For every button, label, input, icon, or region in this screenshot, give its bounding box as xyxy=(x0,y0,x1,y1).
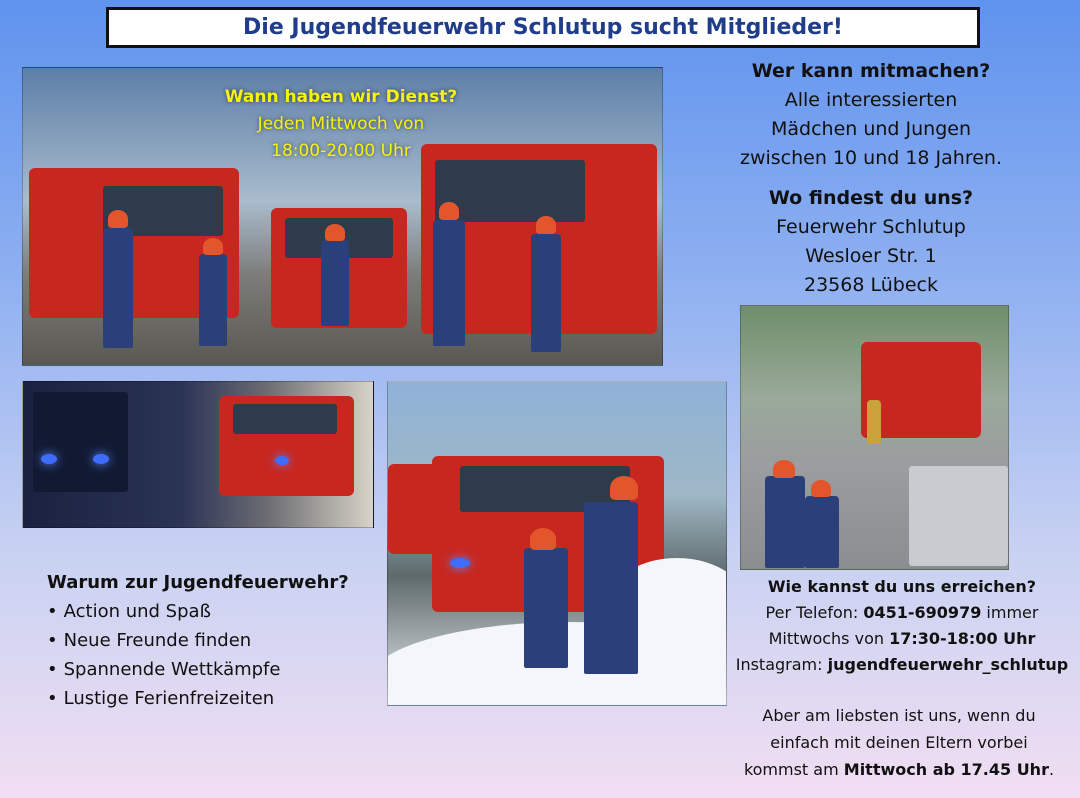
who-line: Alle interessierten xyxy=(784,89,958,111)
blue-light xyxy=(450,558,470,568)
reasons-list xyxy=(47,597,377,713)
who-line: Mädchen und Jungen xyxy=(770,118,972,140)
service-line: 18:00-20:00 Uhr xyxy=(271,141,411,161)
reason-item: • Spannende Wettkämpfe xyxy=(47,655,377,684)
contact-time: 17:30-18:00 Uhr xyxy=(889,629,1036,648)
contact-heading: Wie kannst du uns erreichen? xyxy=(767,577,1037,596)
helmet xyxy=(610,476,638,500)
phone-number: 0451-690979 xyxy=(863,603,982,622)
helmet xyxy=(439,202,459,220)
why-section xyxy=(47,568,377,713)
firefighter-figure xyxy=(433,220,465,346)
address-line: Feuerwehr Schlutup xyxy=(776,216,966,238)
helmet xyxy=(325,224,345,241)
service-heading: Wann haben wir Dienst? xyxy=(224,87,458,107)
blue-light xyxy=(41,454,57,464)
firefighter-figure xyxy=(199,254,227,346)
visit-line: Aber am liebsten ist uns, wenn du xyxy=(762,706,1036,725)
contact-time-line xyxy=(734,626,1070,652)
truck-windshield xyxy=(233,404,337,434)
reason-item: • Action und Spaß xyxy=(47,597,377,626)
flyer-title: Die Jugendfeuerwehr Schlutup sucht Mitglieder! xyxy=(106,7,980,48)
firefighter-figure xyxy=(765,476,805,568)
firefighter-figure xyxy=(524,548,568,668)
blue-light xyxy=(93,454,109,464)
where-section xyxy=(732,184,1010,300)
where-heading: Wo findest du uns? xyxy=(768,187,974,209)
helmet xyxy=(203,238,223,255)
firefighter-figure xyxy=(805,496,839,568)
address-line: Wesloer Str. 1 xyxy=(805,245,937,267)
firefighter-figure xyxy=(584,502,638,674)
helmet xyxy=(773,460,795,478)
reason-item: • Lustige Ferienfreizeiten xyxy=(47,684,377,713)
phone-label: Per Telefon: xyxy=(765,603,864,622)
instagram-handle: jugendfeuerwehr_schlutup xyxy=(827,655,1069,674)
visit-note xyxy=(738,702,1060,783)
firefighter-figure xyxy=(867,400,881,444)
container xyxy=(909,466,1008,566)
contact-section xyxy=(734,574,1070,678)
helmet xyxy=(536,216,556,234)
photo-fire-station-night xyxy=(22,381,374,528)
helmet xyxy=(530,528,556,550)
photo-foam-exercise xyxy=(387,381,727,706)
reason-item: • Neue Freunde finden xyxy=(47,626,377,655)
blue-light xyxy=(275,456,289,465)
firefighter-figure xyxy=(531,234,561,352)
who-section xyxy=(732,57,1010,173)
why-heading: Warum zur Jugendfeuerwehr? xyxy=(47,572,349,593)
phone-suffix: immer xyxy=(981,603,1039,622)
service-times xyxy=(196,84,486,165)
garage-door xyxy=(33,392,128,492)
time-label: Mittwochs von xyxy=(768,629,890,648)
who-heading: Wer kann mitmachen? xyxy=(751,60,991,82)
visit-line: einfach mit deinen Eltern vorbei xyxy=(770,733,1028,752)
helmet xyxy=(811,480,831,497)
contact-instagram-line xyxy=(734,652,1070,678)
contact-phone-line xyxy=(734,600,1070,626)
visit-time: Mittwoch ab 17.45 Uhr xyxy=(843,760,1049,779)
photo-hose-exercise xyxy=(740,305,1009,570)
instagram-label: Instagram: xyxy=(735,655,828,674)
service-line: Jeden Mittwoch von xyxy=(257,114,425,134)
visit-line xyxy=(738,756,1060,783)
who-line: zwischen 10 und 18 Jahren. xyxy=(739,147,1003,169)
helmet xyxy=(108,210,128,228)
firefighter-figure xyxy=(321,240,349,326)
visit-prefix: kommst am xyxy=(743,760,844,779)
address-line: 23568 Lübeck xyxy=(804,274,938,296)
firefighter-figure xyxy=(103,228,133,348)
visit-suffix: . xyxy=(1048,760,1055,779)
